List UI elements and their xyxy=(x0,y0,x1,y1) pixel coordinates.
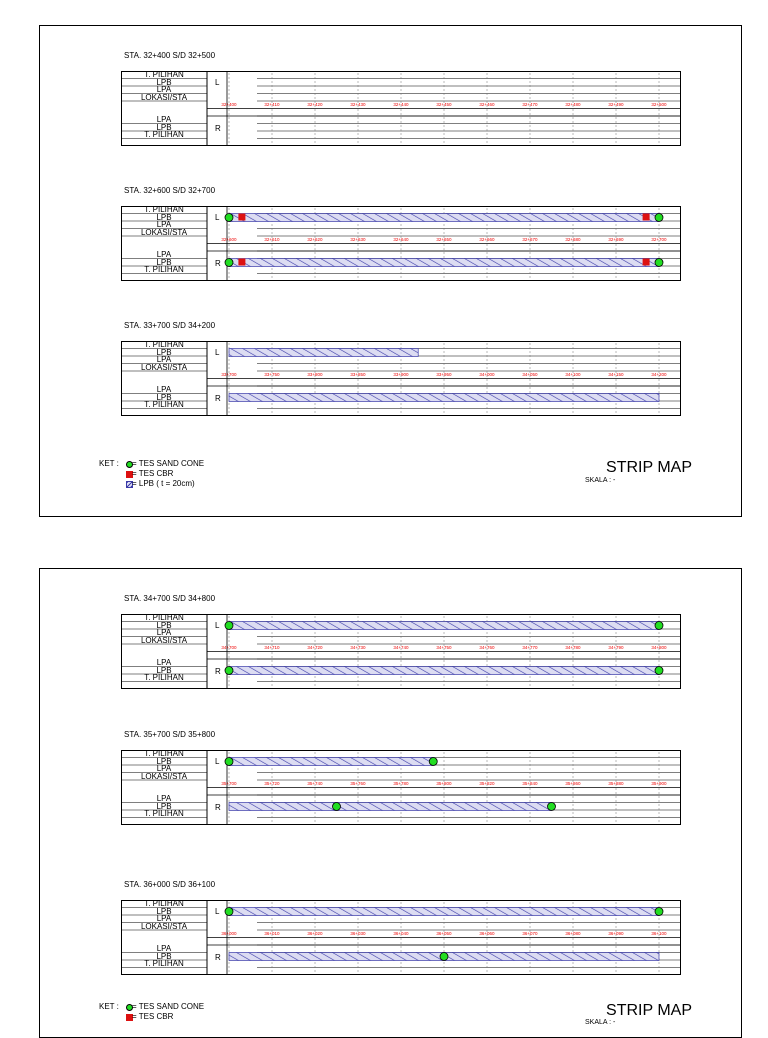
row-label: LPA xyxy=(156,85,172,94)
sta-tick-label: 36+050 xyxy=(436,931,452,936)
sta-tick-label: 32+460 xyxy=(479,102,495,107)
row-label: LOKASI/STA xyxy=(140,921,188,931)
strip-table xyxy=(121,71,681,146)
side-label-right: R xyxy=(215,953,221,962)
row-label: LPA xyxy=(156,658,172,667)
sta-tick-label: 32+450 xyxy=(436,102,452,107)
sheet-title: STRIP MAP xyxy=(606,459,692,476)
sta-tick-label: 36+070 xyxy=(522,931,538,936)
sta-tick-label: 32+610 xyxy=(264,237,280,242)
sta-tick-label: 35+720 xyxy=(264,781,280,786)
row-label: T. PILIHAN xyxy=(144,205,184,214)
legend-prefix: KET : xyxy=(99,459,119,468)
sta-tick-label: 35+840 xyxy=(522,781,538,786)
sand-cone-marker xyxy=(655,622,663,630)
side-label-left: L xyxy=(215,907,220,916)
sta-tick-label: 35+700 xyxy=(221,781,237,786)
row-label: LOKASI/STA xyxy=(140,362,188,372)
sta-tick-label: 32+650 xyxy=(436,237,452,242)
sta-tick-label: 32+490 xyxy=(608,102,624,107)
sta-tick-label: 35+760 xyxy=(350,781,366,786)
sand-cone-marker xyxy=(655,259,663,267)
sta-tick-label: 33+800 xyxy=(307,372,323,377)
sta-tick-label: 36+090 xyxy=(608,931,624,936)
sand-cone-marker xyxy=(655,667,663,675)
sand-cone-marker xyxy=(429,758,437,766)
row-label: T. PILIHAN xyxy=(144,70,184,79)
sta-tick-label: 35+880 xyxy=(608,781,624,786)
legend-cbr-label: = TES CBR xyxy=(132,1012,174,1021)
cbr-marker xyxy=(238,259,245,266)
section-title: STA. 32+400 S/D 32+500 xyxy=(124,51,216,60)
sand-cone-marker xyxy=(225,622,233,630)
sta-tick-label: 32+690 xyxy=(608,237,624,242)
sand-cone-marker xyxy=(225,908,233,916)
cbr-marker xyxy=(238,214,245,221)
row-label: LPB xyxy=(156,212,172,222)
sta-tick-label: 34+200 xyxy=(651,372,667,377)
sheet-title: STRIP MAP xyxy=(606,1002,692,1019)
sta-tick-label: 33+900 xyxy=(393,372,409,377)
row-label: LPA xyxy=(156,794,172,803)
sta-tick-label: 32+470 xyxy=(522,102,538,107)
sta-tick-label: 32+500 xyxy=(651,102,667,107)
row-label: LOKASI/STA xyxy=(140,92,188,102)
row-label: LPB xyxy=(156,665,172,675)
row-label: LPA xyxy=(156,914,172,923)
row-label: LPB xyxy=(156,77,172,87)
row-label: LPB xyxy=(156,906,172,916)
lpb-segment xyxy=(229,349,418,357)
sta-tick-label: 36+010 xyxy=(264,931,280,936)
sand-cone-marker xyxy=(225,259,233,267)
sta-tick-label: 34+710 xyxy=(264,645,280,650)
row-label: T. PILIHAN xyxy=(144,130,184,139)
legend-cbr-label: = TES CBR xyxy=(132,469,174,478)
lpb-segment xyxy=(229,758,433,766)
sta-tick-label: 35+740 xyxy=(307,781,323,786)
row-label: LPA xyxy=(156,355,172,364)
sta-tick-label: 36+000 xyxy=(221,931,237,936)
row-label: LPA xyxy=(156,115,172,124)
sta-tick-label: 35+800 xyxy=(436,781,452,786)
row-label: LPB xyxy=(156,951,172,961)
row-label: LPB xyxy=(156,347,172,357)
sta-tick-label: 32+440 xyxy=(393,102,409,107)
row-label: LPA xyxy=(156,764,172,773)
side-label-left: L xyxy=(215,757,220,766)
sta-tick-label: 34+730 xyxy=(350,645,366,650)
sand-cone-marker xyxy=(225,214,233,222)
sta-tick-label: 36+030 xyxy=(350,931,366,936)
sta-tick-label: 34+780 xyxy=(565,645,581,650)
sta-tick-label: 34+100 xyxy=(565,372,581,377)
section-title: STA. 34+700 S/D 34+800 xyxy=(124,594,216,603)
sta-tick-label: 33+700 xyxy=(221,372,237,377)
section-title: STA. 36+000 S/D 36+100 xyxy=(124,880,216,889)
sta-tick-label: 34+000 xyxy=(479,372,495,377)
row-label: LPB xyxy=(156,122,172,132)
sta-tick-label: 33+750 xyxy=(264,372,280,377)
row-label: T. PILIHAN xyxy=(144,899,184,908)
side-label-right: R xyxy=(215,259,221,268)
sta-tick-label: 36+020 xyxy=(307,931,323,936)
section-title: STA. 33+700 S/D 34+200 xyxy=(124,321,216,330)
strip-table xyxy=(121,900,681,975)
side-label-right: R xyxy=(215,124,221,133)
sta-tick-label: 35+780 xyxy=(393,781,409,786)
sta-tick-label: 32+400 xyxy=(221,102,237,107)
lpb-segment xyxy=(229,667,659,675)
lpb-segment xyxy=(229,214,659,222)
row-label: LPA xyxy=(156,250,172,259)
sta-tick-label: 32+420 xyxy=(307,102,323,107)
legend-sand-cone-label: = TES SAND CONE xyxy=(132,459,205,468)
row-label: T. PILIHAN xyxy=(144,749,184,758)
row-label: LOKASI/STA xyxy=(140,635,188,645)
row-label: LPB xyxy=(156,756,172,766)
row-label: LPA xyxy=(156,220,172,229)
legend-prefix: KET : xyxy=(99,1002,119,1011)
lpb-segment xyxy=(229,259,659,267)
sta-tick-label: 36+100 xyxy=(651,931,667,936)
sta-tick-label: 33+950 xyxy=(436,372,452,377)
sand-cone-marker xyxy=(440,953,448,961)
sta-tick-label: 36+080 xyxy=(565,931,581,936)
cbr-marker xyxy=(643,214,650,221)
legend-lpb-label: = LPB ( t = 20cm) xyxy=(132,479,195,488)
sand-cone-marker xyxy=(655,214,663,222)
row-label: LPB xyxy=(156,392,172,402)
sheet-scale: SKALA : - xyxy=(585,477,616,484)
row-label: T. PILIHAN xyxy=(144,265,184,274)
sta-tick-label: 36+060 xyxy=(479,931,495,936)
sta-tick-label: 32+630 xyxy=(350,237,366,242)
sand-cone-marker xyxy=(548,803,556,811)
sta-tick-label: 34+770 xyxy=(522,645,538,650)
sand-cone-marker xyxy=(655,908,663,916)
section-title: STA. 32+600 S/D 32+700 xyxy=(124,186,216,195)
sta-tick-label: 32+700 xyxy=(651,237,667,242)
cbr-marker xyxy=(643,259,650,266)
strip-table xyxy=(121,614,681,689)
sta-tick-label: 35+820 xyxy=(479,781,495,786)
sta-tick-label: 32+600 xyxy=(221,237,237,242)
sta-tick-label: 34+150 xyxy=(608,372,624,377)
sta-tick-label: 33+850 xyxy=(350,372,366,377)
lpb-segment xyxy=(229,803,552,811)
side-label-left: L xyxy=(215,213,220,222)
row-label: LPA xyxy=(156,628,172,637)
lpb-segment xyxy=(229,394,659,402)
sta-tick-label: 32+430 xyxy=(350,102,366,107)
section-title: STA. 35+700 S/D 35+800 xyxy=(124,730,216,739)
side-label-left: L xyxy=(215,621,220,630)
sta-tick-label: 34+800 xyxy=(651,645,667,650)
sta-tick-label: 34+700 xyxy=(221,645,237,650)
row-label: LOKASI/STA xyxy=(140,771,188,781)
sta-tick-label: 32+620 xyxy=(307,237,323,242)
sta-tick-label: 34+790 xyxy=(608,645,624,650)
sta-tick-label: 34+050 xyxy=(522,372,538,377)
sta-tick-label: 36+040 xyxy=(393,931,409,936)
sta-tick-label: 34+740 xyxy=(393,645,409,650)
legend-sand-cone-label: = TES SAND CONE xyxy=(132,1002,205,1011)
row-label: T. PILIHAN xyxy=(144,959,184,968)
row-label: T. PILIHAN xyxy=(144,809,184,818)
sand-cone-marker xyxy=(225,667,233,675)
strip-table xyxy=(121,341,681,416)
sta-tick-label: 34+750 xyxy=(436,645,452,650)
row-label: LPA xyxy=(156,944,172,953)
sta-tick-label: 35+860 xyxy=(565,781,581,786)
row-label: T. PILIHAN xyxy=(144,613,184,622)
sand-cone-marker xyxy=(225,758,233,766)
sta-tick-label: 34+720 xyxy=(307,645,323,650)
sta-tick-label: 32+410 xyxy=(264,102,280,107)
strip-table xyxy=(121,750,681,825)
sta-tick-label: 32+670 xyxy=(522,237,538,242)
row-label: T. PILIHAN xyxy=(144,673,184,682)
sta-tick-label: 32+660 xyxy=(479,237,495,242)
lpb-segment xyxy=(229,622,659,630)
row-label: T. PILIHAN xyxy=(144,400,184,409)
side-label-left: L xyxy=(215,348,220,357)
sta-tick-label: 32+680 xyxy=(565,237,581,242)
row-label: LPB xyxy=(156,801,172,811)
sta-tick-label: 35+900 xyxy=(651,781,667,786)
row-label: T. PILIHAN xyxy=(144,340,184,349)
side-label-right: R xyxy=(215,667,221,676)
strip-table xyxy=(121,206,681,281)
sta-tick-label: 32+480 xyxy=(565,102,581,107)
side-label-right: R xyxy=(215,394,221,403)
sand-cone-marker xyxy=(333,803,341,811)
lpb-segment xyxy=(229,908,659,916)
row-label: LPB xyxy=(156,257,172,267)
side-label-left: L xyxy=(215,78,220,87)
side-label-right: R xyxy=(215,803,221,812)
sta-tick-label: 34+760 xyxy=(479,645,495,650)
sta-tick-label: 32+640 xyxy=(393,237,409,242)
sheet-scale: SKALA : - xyxy=(585,1019,616,1026)
row-label: LPA xyxy=(156,385,172,394)
row-label: LPB xyxy=(156,620,172,630)
row-label: LOKASI/STA xyxy=(140,227,188,237)
